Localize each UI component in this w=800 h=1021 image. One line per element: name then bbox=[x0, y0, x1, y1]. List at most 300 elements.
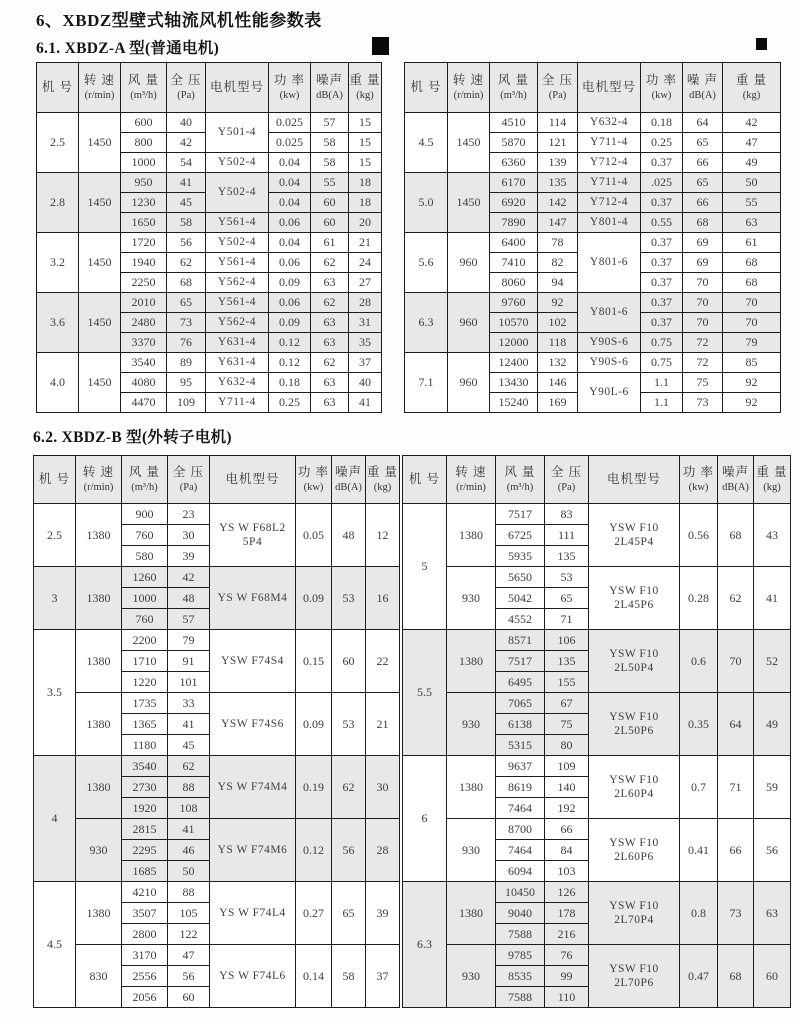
air-flow-cell: 5315 bbox=[496, 735, 545, 756]
pressure-cell: 76 bbox=[545, 945, 589, 966]
speed-cell: 1380 bbox=[447, 504, 496, 567]
pressure-cell: 78 bbox=[538, 233, 578, 253]
air-flow-cell: 2250 bbox=[121, 273, 167, 293]
column-header: 电机型号 bbox=[578, 63, 641, 113]
power-cell: 0.47 bbox=[680, 945, 718, 1008]
weight-cell: 30 bbox=[366, 756, 400, 819]
speed-cell: 1450 bbox=[79, 293, 121, 353]
speed-cell: 930 bbox=[76, 819, 122, 882]
power-cell: 0.37 bbox=[641, 233, 683, 253]
air-flow-cell: 1230 bbox=[121, 193, 167, 213]
pressure-cell: 135 bbox=[538, 173, 578, 193]
air-flow-cell: 760 bbox=[122, 525, 168, 546]
air-flow-cell: 1000 bbox=[122, 588, 168, 609]
weight-cell: 22 bbox=[366, 630, 400, 693]
speed-cell: 930 bbox=[447, 945, 496, 1008]
power-cell: 0.25 bbox=[641, 133, 683, 153]
pressure-cell: 65 bbox=[167, 293, 206, 313]
weight-cell: 15 bbox=[349, 113, 382, 133]
fan-size-cell: 5.5 bbox=[403, 630, 447, 756]
motor-model-cell: Y562-4 bbox=[206, 313, 269, 333]
power-cell: 0.7 bbox=[680, 756, 718, 819]
air-flow-cell: 5650 bbox=[496, 567, 545, 588]
speed-cell: 1380 bbox=[76, 567, 122, 630]
motor-model-cell: Y502-4 bbox=[206, 173, 269, 213]
motor-model-cell: Y502-4 bbox=[206, 153, 269, 173]
pressure-cell: 48 bbox=[168, 588, 210, 609]
speed-cell: 960 bbox=[448, 293, 490, 353]
speed-cell: 1450 bbox=[448, 173, 490, 233]
column-header: 机 号 bbox=[37, 63, 79, 113]
weight-cell: 92 bbox=[723, 393, 781, 413]
noise-cell: 70 bbox=[683, 313, 723, 333]
pressure-cell: 76 bbox=[167, 333, 206, 353]
power-cell: 0.06 bbox=[269, 213, 311, 233]
fan-size-cell: 3.5 bbox=[34, 630, 76, 756]
column-header: 功 率 (kw) bbox=[269, 63, 311, 113]
noise-cell: 69 bbox=[683, 253, 723, 273]
table-xbdz-a-left bbox=[36, 62, 382, 413]
weight-cell: 43 bbox=[754, 504, 791, 567]
air-flow-cell: 2800 bbox=[122, 924, 168, 945]
noise-cell: 58 bbox=[311, 153, 349, 173]
pressure-cell: 66 bbox=[545, 819, 589, 840]
pressure-cell: 110 bbox=[545, 987, 589, 1008]
pressure-cell: 41 bbox=[168, 714, 210, 735]
power-cell: 0.56 bbox=[680, 504, 718, 567]
pressure-cell: 75 bbox=[545, 714, 589, 735]
speed-cell: 1380 bbox=[76, 630, 122, 693]
noise-cell: 68 bbox=[683, 213, 723, 233]
noise-cell: 66 bbox=[718, 819, 754, 882]
air-flow-cell: 4470 bbox=[121, 393, 167, 413]
column-header: 全 压 (Pa) bbox=[538, 63, 578, 113]
air-flow-cell: 760 bbox=[122, 609, 168, 630]
column-header: 转 速 (r/min) bbox=[448, 63, 490, 113]
air-flow-cell: 8619 bbox=[496, 777, 545, 798]
pressure-cell: 89 bbox=[167, 353, 206, 373]
weight-cell: 70 bbox=[723, 313, 781, 333]
air-flow-cell: 1220 bbox=[122, 672, 168, 693]
weight-cell: 41 bbox=[349, 393, 382, 413]
pressure-cell: 101 bbox=[168, 672, 210, 693]
column-header: 功 率 (kw) bbox=[680, 456, 718, 504]
pressure-cell: 216 bbox=[545, 924, 589, 945]
noise-cell: 64 bbox=[683, 113, 723, 133]
power-cell: 0.06 bbox=[269, 293, 311, 313]
weight-cell: 68 bbox=[723, 253, 781, 273]
noise-cell: 63 bbox=[311, 313, 349, 333]
noise-cell: 69 bbox=[683, 233, 723, 253]
table-xbdz-b-left bbox=[33, 455, 400, 1008]
air-flow-cell: 3170 bbox=[122, 945, 168, 966]
fan-size-cell: 4.5 bbox=[34, 882, 76, 1008]
power-cell: 0.37 bbox=[641, 253, 683, 273]
pressure-cell: 46 bbox=[168, 840, 210, 861]
pressure-cell: 39 bbox=[168, 546, 210, 567]
weight-cell: 15 bbox=[349, 133, 382, 153]
air-flow-cell: 1720 bbox=[121, 233, 167, 253]
column-header: 风 量 (m³/h) bbox=[121, 63, 167, 113]
weight-cell: 28 bbox=[349, 293, 382, 313]
pressure-cell: 58 bbox=[167, 213, 206, 233]
pressure-cell: 91 bbox=[168, 651, 210, 672]
motor-model-cell: Y712-4 bbox=[578, 193, 641, 213]
fan-size-cell: 6.3 bbox=[403, 882, 447, 1008]
noise-cell: 62 bbox=[332, 756, 366, 819]
air-flow-cell: 12000 bbox=[490, 333, 538, 353]
power-cell: 0.09 bbox=[296, 567, 332, 630]
motor-model-cell: Y561-4 bbox=[206, 213, 269, 233]
speed-cell: 1380 bbox=[76, 756, 122, 819]
air-flow-cell: 8571 bbox=[496, 630, 545, 651]
pressure-cell: 135 bbox=[545, 651, 589, 672]
power-cell: 0.41 bbox=[680, 819, 718, 882]
pressure-cell: 118 bbox=[538, 333, 578, 353]
motor-model-cell: YSW F10 2L70P6 bbox=[589, 945, 680, 1008]
power-cell: 0.8 bbox=[680, 882, 718, 945]
weight-cell: 49 bbox=[754, 693, 791, 756]
air-flow-cell: 2480 bbox=[121, 313, 167, 333]
air-flow-cell: 2295 bbox=[122, 840, 168, 861]
speed-cell: 1450 bbox=[448, 113, 490, 173]
speed-cell: 1450 bbox=[79, 173, 121, 233]
weight-cell: 92 bbox=[723, 373, 781, 393]
weight-cell: 56 bbox=[754, 819, 791, 882]
fan-size-cell: 7.1 bbox=[405, 353, 448, 413]
fan-size-cell: 3.6 bbox=[37, 293, 79, 353]
air-flow-cell: 7410 bbox=[490, 253, 538, 273]
weight-cell: 41 bbox=[754, 567, 791, 630]
pressure-cell: 82 bbox=[538, 253, 578, 273]
air-flow-cell: 6138 bbox=[496, 714, 545, 735]
column-header: 转 速 (r/min) bbox=[76, 456, 122, 504]
power-cell: 0.75 bbox=[641, 353, 683, 373]
noise-cell: 60 bbox=[311, 193, 349, 213]
noise-cell: 60 bbox=[311, 213, 349, 233]
pressure-cell: 192 bbox=[545, 798, 589, 819]
pressure-cell: 108 bbox=[168, 798, 210, 819]
weight-cell: 49 bbox=[723, 153, 781, 173]
weight-cell: 37 bbox=[349, 353, 382, 373]
pressure-cell: 45 bbox=[168, 735, 210, 756]
column-header: 全 压 (Pa) bbox=[167, 63, 206, 113]
air-flow-cell: 7517 bbox=[496, 504, 545, 525]
motor-model-cell: Y561-4 bbox=[206, 253, 269, 273]
motor-model-cell: Y801-6 bbox=[578, 233, 641, 293]
pressure-cell: 99 bbox=[545, 966, 589, 987]
motor-model-cell: YSW F10 2L50P6 bbox=[589, 693, 680, 756]
column-header: 噪 声 dB(A) bbox=[683, 63, 723, 113]
air-flow-cell: 8060 bbox=[490, 273, 538, 293]
power-cell: 0.12 bbox=[296, 819, 332, 882]
noise-cell: 60 bbox=[332, 630, 366, 693]
power-cell: 0.09 bbox=[296, 693, 332, 756]
column-header: 机 号 bbox=[403, 456, 447, 504]
column-header: 全 压 (Pa) bbox=[545, 456, 589, 504]
ink-blot-artifact bbox=[372, 37, 389, 55]
weight-cell: 52 bbox=[754, 630, 791, 693]
speed-cell: 1380 bbox=[76, 504, 122, 567]
section-title-6-1: 6.1. XBDZ-A 型(普通电机) bbox=[36, 40, 220, 57]
power-cell: 0.04 bbox=[269, 233, 311, 253]
air-flow-cell: 3370 bbox=[121, 333, 167, 353]
noise-cell: 55 bbox=[311, 173, 349, 193]
pressure-cell: 50 bbox=[168, 861, 210, 882]
air-flow-cell: 9040 bbox=[496, 903, 545, 924]
air-flow-cell: 1180 bbox=[122, 735, 168, 756]
power-cell: 0.6 bbox=[680, 630, 718, 693]
pressure-cell: 84 bbox=[545, 840, 589, 861]
power-cell: 0.28 bbox=[680, 567, 718, 630]
air-flow-cell: 580 bbox=[122, 546, 168, 567]
motor-model-cell: Y90S-6 bbox=[578, 353, 641, 373]
air-flow-cell: 900 bbox=[122, 504, 168, 525]
motor-model-cell: YSW F74S4 bbox=[210, 630, 296, 693]
weight-cell: 35 bbox=[349, 333, 382, 353]
column-header: 重 量 (kg) bbox=[349, 63, 382, 113]
column-header: 转 速 (r/min) bbox=[79, 63, 121, 113]
weight-cell: 15 bbox=[349, 153, 382, 173]
motor-model-cell: YSW F10 2L45P4 bbox=[589, 504, 680, 567]
motor-model-cell: YS W F68L2 5P4 bbox=[210, 504, 296, 567]
air-flow-cell: 6094 bbox=[496, 861, 545, 882]
air-flow-cell: 1000 bbox=[121, 153, 167, 173]
motor-model-cell: Y801-6 bbox=[578, 293, 641, 333]
noise-cell: 68 bbox=[718, 945, 754, 1008]
pressure-cell: 142 bbox=[538, 193, 578, 213]
pressure-cell: 88 bbox=[168, 882, 210, 903]
weight-cell: 79 bbox=[723, 333, 781, 353]
noise-cell: 70 bbox=[718, 630, 754, 693]
fan-size-cell: 6.3 bbox=[405, 293, 448, 353]
air-flow-cell: 6495 bbox=[496, 672, 545, 693]
weight-cell: 60 bbox=[754, 945, 791, 1008]
air-flow-cell: 1940 bbox=[121, 253, 167, 273]
pressure-cell: 92 bbox=[538, 293, 578, 313]
noise-cell: 66 bbox=[683, 193, 723, 213]
pressure-cell: 169 bbox=[538, 393, 578, 413]
noise-cell: 65 bbox=[683, 133, 723, 153]
weight-cell: 18 bbox=[349, 193, 382, 213]
noise-cell: 70 bbox=[683, 293, 723, 313]
air-flow-cell: 6360 bbox=[490, 153, 538, 173]
air-flow-cell: 1260 bbox=[122, 567, 168, 588]
air-flow-cell: 7065 bbox=[496, 693, 545, 714]
column-header: 噪声 dB(A) bbox=[311, 63, 349, 113]
motor-model-cell: YSW F10 2L60P6 bbox=[589, 819, 680, 882]
pressure-cell: 126 bbox=[545, 882, 589, 903]
column-header: 风 量 (m³/h) bbox=[122, 456, 168, 504]
weight-cell: 63 bbox=[723, 213, 781, 233]
pressure-cell: 155 bbox=[545, 672, 589, 693]
power-cell: 0.04 bbox=[269, 193, 311, 213]
pressure-cell: 103 bbox=[545, 861, 589, 882]
air-flow-cell: 1365 bbox=[122, 714, 168, 735]
pressure-cell: 139 bbox=[538, 153, 578, 173]
noise-cell: 70 bbox=[683, 273, 723, 293]
column-header: 功 率 (kw) bbox=[296, 456, 332, 504]
pressure-cell: 41 bbox=[168, 819, 210, 840]
pressure-cell: 79 bbox=[168, 630, 210, 651]
pressure-cell: 62 bbox=[167, 253, 206, 273]
column-header: 风 量 (m³/h) bbox=[496, 456, 545, 504]
fan-size-cell: 4.0 bbox=[37, 353, 79, 413]
column-header: 重 量 (kg) bbox=[723, 63, 781, 113]
motor-model-cell: Y631-4 bbox=[206, 353, 269, 373]
weight-cell: 50 bbox=[723, 173, 781, 193]
motor-model-cell: Y90S-6 bbox=[578, 333, 641, 353]
weight-cell: 47 bbox=[723, 133, 781, 153]
noise-cell: 56 bbox=[332, 819, 366, 882]
fan-size-cell: 3 bbox=[34, 567, 76, 630]
air-flow-cell: 1710 bbox=[122, 651, 168, 672]
pressure-cell: 47 bbox=[168, 945, 210, 966]
power-cell: 0.37 bbox=[641, 193, 683, 213]
air-flow-cell: 10450 bbox=[496, 882, 545, 903]
noise-cell: 58 bbox=[332, 945, 366, 1008]
pressure-cell: 109 bbox=[545, 756, 589, 777]
weight-cell: 70 bbox=[723, 293, 781, 313]
column-header: 噪声 dB(A) bbox=[718, 456, 754, 504]
power-cell: 0.025 bbox=[269, 113, 311, 133]
pressure-cell: 94 bbox=[538, 273, 578, 293]
air-flow-cell: 2056 bbox=[122, 987, 168, 1008]
air-flow-cell: 6400 bbox=[490, 233, 538, 253]
column-header: 风 量 (m³/h) bbox=[490, 63, 538, 113]
pressure-cell: 135 bbox=[545, 546, 589, 567]
power-cell: 0.14 bbox=[296, 945, 332, 1008]
pressure-cell: 147 bbox=[538, 213, 578, 233]
speed-cell: 1450 bbox=[79, 353, 121, 413]
pressure-cell: 42 bbox=[168, 567, 210, 588]
air-flow-cell: 6725 bbox=[496, 525, 545, 546]
air-flow-cell: 2200 bbox=[122, 630, 168, 651]
weight-cell: 31 bbox=[349, 313, 382, 333]
pressure-cell: 56 bbox=[167, 233, 206, 253]
power-cell: 0.55 bbox=[641, 213, 683, 233]
motor-model-cell: Y562-4 bbox=[206, 273, 269, 293]
speed-cell: 830 bbox=[76, 945, 122, 1008]
speed-cell: 960 bbox=[448, 233, 490, 293]
air-flow-cell: 1650 bbox=[121, 213, 167, 233]
speed-cell: 960 bbox=[448, 353, 490, 413]
fan-size-cell: 3.2 bbox=[37, 233, 79, 293]
power-cell: 1.1 bbox=[641, 393, 683, 413]
noise-cell: 64 bbox=[718, 693, 754, 756]
pressure-cell: 88 bbox=[168, 777, 210, 798]
air-flow-cell: 1685 bbox=[122, 861, 168, 882]
air-flow-cell: 800 bbox=[121, 133, 167, 153]
power-cell: 0.75 bbox=[641, 333, 683, 353]
air-flow-cell: 9760 bbox=[490, 293, 538, 313]
page-title: 6、XBDZ型壁式轴流风机性能参数表 bbox=[36, 11, 322, 30]
air-flow-cell: 4210 bbox=[122, 882, 168, 903]
air-flow-cell: 7588 bbox=[496, 924, 545, 945]
motor-model-cell: Y801-4 bbox=[578, 213, 641, 233]
air-flow-cell: 5935 bbox=[496, 546, 545, 567]
motor-model-cell: Y712-4 bbox=[578, 153, 641, 173]
noise-cell: 68 bbox=[718, 504, 754, 567]
speed-cell: 1380 bbox=[447, 882, 496, 945]
noise-cell: 61 bbox=[311, 233, 349, 253]
motor-model-cell: Y502-4 bbox=[206, 233, 269, 253]
pressure-cell: 95 bbox=[167, 373, 206, 393]
column-header: 电机型号 bbox=[589, 456, 680, 504]
weight-cell: 42 bbox=[723, 113, 781, 133]
power-cell: 0.35 bbox=[680, 693, 718, 756]
motor-model-cell: YS W F74M6 bbox=[210, 819, 296, 882]
speed-cell: 1380 bbox=[76, 693, 122, 756]
power-cell: 0.25 bbox=[269, 393, 311, 413]
pressure-cell: 62 bbox=[168, 756, 210, 777]
air-flow-cell: 8535 bbox=[496, 966, 545, 987]
fan-size-cell: 4.5 bbox=[405, 113, 448, 173]
noise-cell: 63 bbox=[311, 373, 349, 393]
power-cell: 0.04 bbox=[269, 173, 311, 193]
pressure-cell: 54 bbox=[167, 153, 206, 173]
motor-model-cell: Y632-4 bbox=[206, 373, 269, 393]
pressure-cell: 80 bbox=[545, 735, 589, 756]
motor-model-cell: Y631-4 bbox=[206, 333, 269, 353]
air-flow-cell: 13430 bbox=[490, 373, 538, 393]
noise-cell: 53 bbox=[332, 693, 366, 756]
motor-model-cell: YSW F10 2L50P4 bbox=[589, 630, 680, 693]
air-flow-cell: 950 bbox=[121, 173, 167, 193]
noise-cell: 48 bbox=[332, 504, 366, 567]
pressure-cell: 121 bbox=[538, 133, 578, 153]
air-flow-cell: 1735 bbox=[122, 693, 168, 714]
air-flow-cell: 9637 bbox=[496, 756, 545, 777]
air-flow-cell: 3540 bbox=[122, 756, 168, 777]
power-cell: 0.37 bbox=[641, 153, 683, 173]
power-cell: 0.04 bbox=[269, 153, 311, 173]
air-flow-cell: 4552 bbox=[496, 609, 545, 630]
power-cell: 0.18 bbox=[641, 113, 683, 133]
motor-model-cell: YS W F74M4 bbox=[210, 756, 296, 819]
motor-model-cell: YS W F74L4 bbox=[210, 882, 296, 945]
pressure-cell: 33 bbox=[168, 693, 210, 714]
column-header: 功 率 (kw) bbox=[641, 63, 683, 113]
noise-cell: 73 bbox=[683, 393, 723, 413]
weight-cell: 24 bbox=[349, 253, 382, 273]
column-header: 重 量 (kg) bbox=[754, 456, 791, 504]
pressure-cell: 146 bbox=[538, 373, 578, 393]
noise-cell: 62 bbox=[311, 293, 349, 313]
pressure-cell: 102 bbox=[538, 313, 578, 333]
motor-model-cell: YS W F74L6 bbox=[210, 945, 296, 1008]
pressure-cell: 71 bbox=[545, 609, 589, 630]
pressure-cell: 122 bbox=[168, 924, 210, 945]
noise-cell: 62 bbox=[718, 567, 754, 630]
air-flow-cell: 7464 bbox=[496, 840, 545, 861]
noise-cell: 66 bbox=[683, 153, 723, 173]
air-flow-cell: 1920 bbox=[122, 798, 168, 819]
air-flow-cell: 600 bbox=[121, 113, 167, 133]
weight-cell: 28 bbox=[366, 819, 400, 882]
pressure-cell: 83 bbox=[545, 504, 589, 525]
weight-cell: 27 bbox=[349, 273, 382, 293]
weight-cell: 12 bbox=[366, 504, 400, 567]
pressure-cell: 30 bbox=[168, 525, 210, 546]
air-flow-cell: 7464 bbox=[496, 798, 545, 819]
pressure-cell: 23 bbox=[168, 504, 210, 525]
pressure-cell: 57 bbox=[168, 609, 210, 630]
air-flow-cell: 8700 bbox=[496, 819, 545, 840]
motor-model-cell: YSW F10 2L45P6 bbox=[589, 567, 680, 630]
air-flow-cell: 2010 bbox=[121, 293, 167, 313]
ink-blot-artifact bbox=[756, 38, 767, 50]
